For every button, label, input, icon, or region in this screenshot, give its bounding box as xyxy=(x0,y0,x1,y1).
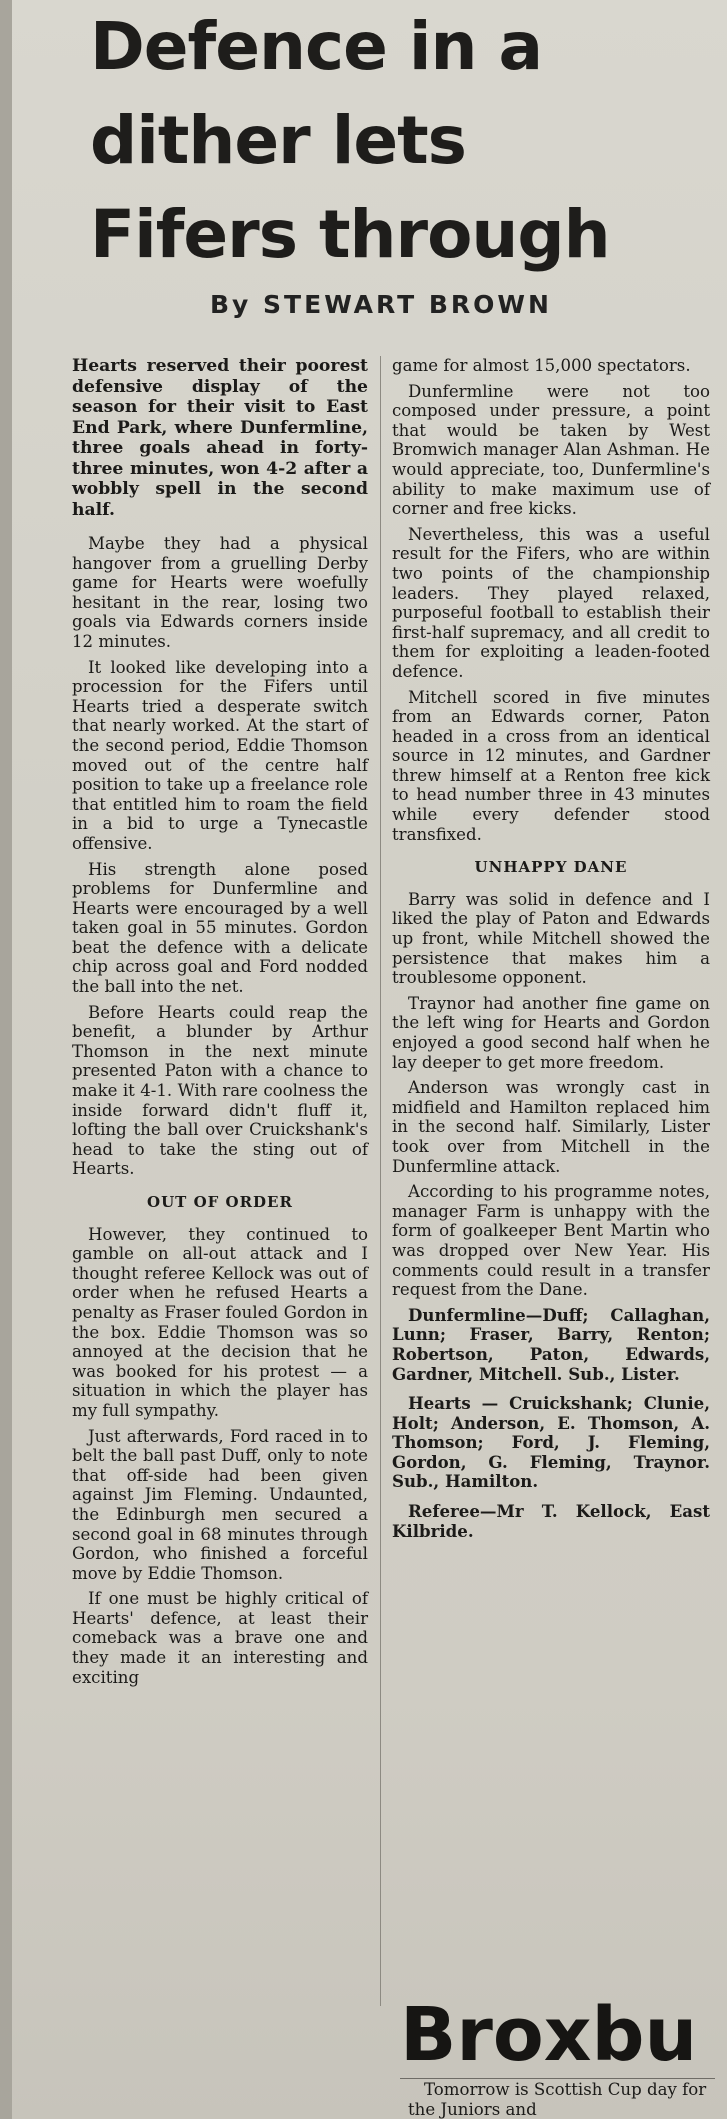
article-column-left xyxy=(72,356,368,1693)
paragraph: Anderson was wrongly cast in midfield and Hamilton replaced him in the second half. Similarly, Lister took over from Mitchell in the Dunfermline attack. xyxy=(392,1078,710,1176)
byline: By STEWART BROWN xyxy=(210,290,552,319)
referee-line: Referee—Mr T. Kellock, East Kilbride. xyxy=(392,1501,710,1541)
paragraph: According to his programme notes, manager Farm is unhappy with the form of goalkeeper Bent Martin who was dropped over New Year. His comments could result in a transfer request from the Dane. xyxy=(392,1182,710,1300)
headline-line-2: dither lets xyxy=(90,102,466,179)
headline-line-3: Fifers through xyxy=(90,196,610,273)
paragraph: Just afterwards, Ford raced in to belt the ball past Duff, only to note that off-side had been given against Jim Fleming. Undaunted, the Edinburgh men secured a second goal in 68 minutes through Gordon, who finished a forceful move by Eddie Thomson. xyxy=(72,1426,368,1583)
paragraph: It looked like developing into a procession for the Fifers until Hearts tried a desperate switch that nearly worked. At the start of the second period, Eddie Thomson moved out of the centre half position to take up a freelance role that entitled him to roam the field in a bid to urge a Tynecastle offensive. xyxy=(72,657,368,853)
lead-paragraph: Hearts reserved their poorest defensive display of the season for their visit to East End Park, where Dunfermline, three goals ahead in forty-three minutes, won 4-2 after a wobbly spell in the second half. xyxy=(72,356,368,520)
page-left-edge xyxy=(0,0,12,2119)
paragraph: game for almost 15,000 spectators. xyxy=(392,356,691,375)
subheading-out-of-order: OUT OF ORDER xyxy=(147,1193,293,1211)
team-lineup-hearts: Hearts — Cruickshank; Clunie, Holt; Anderson, E. Thomson, A. Thomson; Ford, J. Fleming, Gordon, G. Fleming, Traynor. Sub., Hamilton. xyxy=(392,1393,710,1492)
paragraph: His strength alone posed problems for Dunfermline and Hearts were encouraged by a well taken goal in 55 minutes. Gordon beat the defence with a delicate chip across goal and Ford nodded the ball into the net. xyxy=(72,859,368,997)
headline-line-1: Defence in a xyxy=(90,8,542,85)
paragraph: Maybe they had a physical hangover from a gruelling Derby game for Hearts were woefully hesitant in the rear, losing two goals via Edwards corners inside 12 minutes. xyxy=(72,534,368,651)
paragraph: Barry was solid in defence and I liked the play of Paton and Edwards up front, while Mitchell showed the persistence that makes him a troublesome opponent. xyxy=(392,889,710,988)
paragraph: Nevertheless, this was a useful result for the Fifers, who are within two points of the championship leaders. They played relaxed, purposeful football to establish their first-half supremacy, and all credit to them for exploiting a leaden-footed defence. xyxy=(392,524,710,681)
subheading-unhappy-dane: UNHAPPY DANE xyxy=(474,858,628,877)
next-story-text: Tomorrow is Scottish Cup day for the Juniors and xyxy=(408,2080,707,2119)
paragraph: Dunfermline were not too composed under pressure, a point that would be taken by West Bromwich manager Alan Ashman. He would appreciate, too, Dunfermline's ability to make maximum use of corner and free kicks. xyxy=(392,381,710,519)
paragraph: Before Hearts could reap the benefit, a blunder by Arthur Thomson in the next minute presented Paton with a chance to make it 4-1. With rare coolness the inside forward didn't fluff it, lofting the ball over Cruickshank's head to take the sting out of Hearts. xyxy=(72,1002,368,1179)
next-story-headline: Broxbu xyxy=(400,1992,698,2078)
column-divider xyxy=(380,356,381,2006)
paragraph: Traynor had another fine game on the left wing for Hearts and Gordon enjoyed a good second half when he lay deeper to get more freedom. xyxy=(392,993,710,1072)
next-story-rule xyxy=(400,2078,715,2079)
paragraph: However, they continued to gamble on all-out attack and I thought referee Kellock was out of order when he refused Hearts a penalty as Fraser fouled Gordon in the box. Eddie Thomson was so annoyed at the decision that he was booked for his protest — a situation in which the player has my full sympathy. xyxy=(72,1224,368,1420)
article-column-right xyxy=(392,356,710,1551)
team-lineup-dunfermline: Dunfermline—Duff; Callaghan, Lunn; Fraser, Barry, Renton; Robertson, Paton, Edwards, Gardner, Mitchell. Sub., Lister. xyxy=(392,1304,710,1384)
article-headline xyxy=(90,0,650,282)
paragraph: Mitchell scored in five minutes from an Edwards corner, Paton headed in a cross from an identical source in 12 minutes, and Gardner threw himself at a Renton free kick to head number three in 43 minutes while every defender stood transfixed. xyxy=(392,687,710,844)
paragraph: If one must be highly critical of Hearts' defence, at least their comeback was a brave one and they made it an interesting and exciting xyxy=(72,1589,368,1687)
